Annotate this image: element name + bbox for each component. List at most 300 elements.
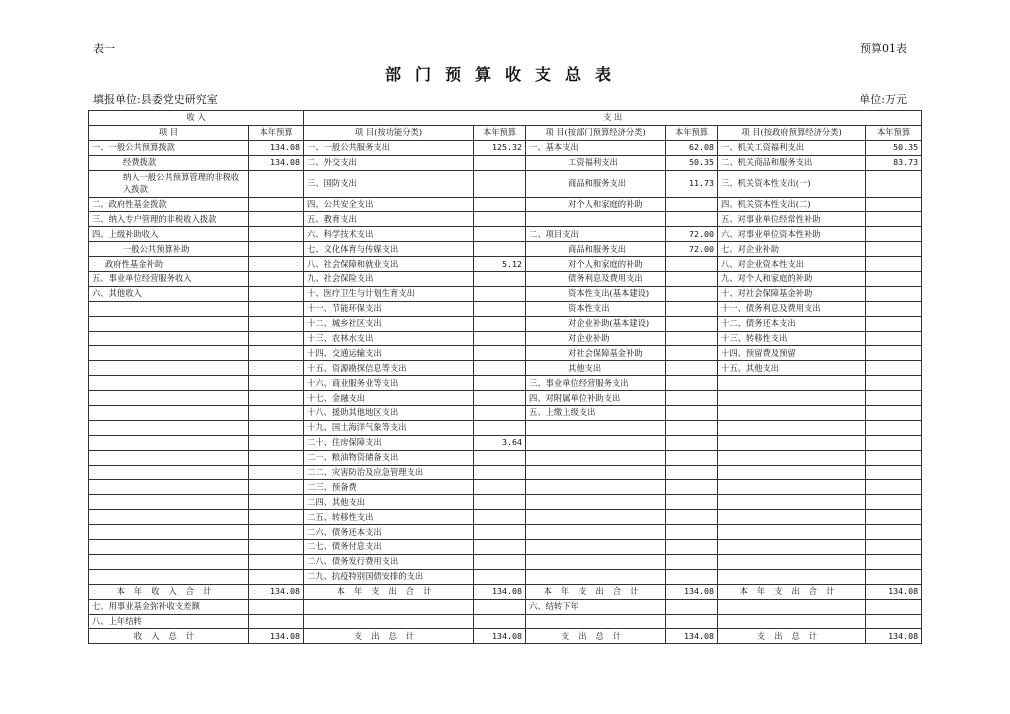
table-cell-item: 资本性支出 bbox=[526, 301, 666, 316]
table-cell-item bbox=[89, 450, 249, 465]
table-cell-amount bbox=[866, 465, 922, 480]
table-cell-item: 十二、城乡社区支出 bbox=[304, 316, 474, 331]
table-cell-item: 十七、金融支出 bbox=[304, 391, 474, 406]
table-row bbox=[89, 376, 922, 391]
table-cell-amount bbox=[474, 170, 526, 197]
table-cell-item bbox=[526, 435, 666, 450]
table-cell-amount bbox=[249, 614, 304, 629]
table-row bbox=[89, 331, 922, 346]
table-cell-item bbox=[718, 435, 866, 450]
table-cell-amount bbox=[666, 420, 718, 435]
table-cell-item bbox=[89, 331, 249, 346]
table-cell-item: 五、上缴上级支出 bbox=[526, 406, 666, 421]
table-cell-item: 二、项目支出 bbox=[526, 227, 666, 242]
table-cell-amount bbox=[474, 227, 526, 242]
table-row bbox=[89, 480, 922, 495]
table-cell-amount bbox=[866, 170, 922, 197]
currency-unit: 单位:万元 bbox=[859, 93, 907, 106]
table-cell-item: 二三、预备费 bbox=[304, 480, 474, 495]
table-cell-item bbox=[718, 450, 866, 465]
table-cell-item: 十四、交通运输支出 bbox=[304, 346, 474, 361]
table-cell-item: 本年收入合计 bbox=[89, 584, 249, 599]
table-cell-item: 一般公共预算补助 bbox=[89, 242, 249, 257]
table-cell-item bbox=[89, 301, 249, 316]
table-cell-item bbox=[526, 614, 666, 629]
col-header-dept-budget: 本年预算 bbox=[666, 125, 718, 140]
table-row bbox=[89, 155, 922, 170]
table-cell-item: 三、机关资本性支出(一) bbox=[718, 170, 866, 197]
table-cell-amount: 11.73 bbox=[666, 170, 718, 197]
table-cell-amount bbox=[474, 155, 526, 170]
table-cell-item: 十一、债务利息及费用支出 bbox=[718, 301, 866, 316]
table-cell-item: 四、上级补助收入 bbox=[89, 227, 249, 242]
table-cell-item bbox=[89, 361, 249, 376]
table-cell-item bbox=[718, 495, 866, 510]
table-cell-amount bbox=[666, 391, 718, 406]
table-cell-amount bbox=[866, 614, 922, 629]
table-cell-amount bbox=[249, 376, 304, 391]
table-cell-item: 十五、资源勘探信息等支出 bbox=[304, 361, 474, 376]
table-cell-amount bbox=[666, 272, 718, 287]
table-cell-amount bbox=[474, 554, 526, 569]
table-cell-amount bbox=[666, 331, 718, 346]
table-cell-item bbox=[89, 510, 249, 525]
table-cell-amount bbox=[866, 525, 922, 540]
table-cell-amount: 62.08 bbox=[666, 140, 718, 155]
table-cell-item bbox=[304, 599, 474, 614]
table-cell-item bbox=[304, 614, 474, 629]
table-cell-amount bbox=[866, 316, 922, 331]
table-cell-amount bbox=[666, 450, 718, 465]
table-cell-amount bbox=[666, 510, 718, 525]
table-cell-amount bbox=[666, 361, 718, 376]
table-cell-item: 四、机关资本性支出(二) bbox=[718, 197, 866, 212]
table-cell-amount bbox=[474, 331, 526, 346]
table-cell-amount bbox=[866, 331, 922, 346]
col-header-gov-budget: 本年预算 bbox=[866, 125, 922, 140]
table-row bbox=[89, 316, 922, 331]
table-cell-amount: 72.00 bbox=[666, 242, 718, 257]
table-row bbox=[89, 212, 922, 227]
table-cell-amount bbox=[666, 614, 718, 629]
table-cell-item: 二九、抗疫特别国债安排的支出 bbox=[304, 569, 474, 584]
table-cell-item: 对企业补助 bbox=[526, 331, 666, 346]
table-cell-amount bbox=[474, 242, 526, 257]
table-cell-item: 十三、转移性支出 bbox=[718, 331, 866, 346]
table-cell-item bbox=[89, 316, 249, 331]
table-row bbox=[89, 406, 922, 421]
table-cell-amount bbox=[249, 420, 304, 435]
table-cell-amount bbox=[249, 227, 304, 242]
table-cell-amount bbox=[249, 510, 304, 525]
table-cell-amount bbox=[866, 406, 922, 421]
table-cell-item: 七、用事业基金弥补收支差额 bbox=[89, 599, 249, 614]
table-row bbox=[89, 170, 922, 197]
table-cell-amount: 134.08 bbox=[666, 584, 718, 599]
table-cell-item: 二、政府性基金拨款 bbox=[89, 197, 249, 212]
table-cell-item bbox=[718, 391, 866, 406]
table-cell-amount bbox=[474, 301, 526, 316]
table-cell-amount bbox=[249, 301, 304, 316]
table-cell-item: 其他支出 bbox=[526, 361, 666, 376]
table-cell-amount bbox=[249, 361, 304, 376]
table-cell-amount bbox=[249, 599, 304, 614]
table-cell-amount bbox=[249, 331, 304, 346]
table-cell-item: 一、一般公共服务支出 bbox=[304, 140, 474, 155]
expense-header: 支 出 bbox=[304, 111, 922, 126]
table-cell-item: 二二、灾害防治及应急管理支出 bbox=[304, 465, 474, 480]
table-cell-item bbox=[718, 465, 866, 480]
table-cell-amount bbox=[249, 435, 304, 450]
table-cell-amount: 72.00 bbox=[666, 227, 718, 242]
table-cell-item bbox=[526, 525, 666, 540]
table-cell-item: 支出总计 bbox=[304, 629, 474, 644]
table-cell-amount bbox=[666, 301, 718, 316]
table-cell-item: 九、社会保险支出 bbox=[304, 272, 474, 287]
table-cell-item bbox=[89, 540, 249, 555]
table-cell-item bbox=[526, 569, 666, 584]
table-cell-item bbox=[89, 569, 249, 584]
table-cell-item: 一、一般公共预算拨款 bbox=[89, 140, 249, 155]
table-row bbox=[89, 584, 922, 599]
table-cell-amount bbox=[474, 495, 526, 510]
table-row bbox=[89, 301, 922, 316]
table-cell-item: 五、事业单位经营服务收入 bbox=[89, 272, 249, 287]
table-cell-item: 六、对事业单位资本性补助 bbox=[718, 227, 866, 242]
table-cell-amount bbox=[249, 391, 304, 406]
table-cell-amount bbox=[474, 569, 526, 584]
table-cell-item bbox=[89, 495, 249, 510]
table-cell-item: 一、基本支出 bbox=[526, 140, 666, 155]
table-cell-amount: 3.64 bbox=[474, 435, 526, 450]
table-row bbox=[89, 525, 922, 540]
col-header-dept: 项 目(按部门预算经济分类) bbox=[526, 125, 666, 140]
table-cell-amount: 83.73 bbox=[866, 155, 922, 170]
table-cell-amount bbox=[866, 346, 922, 361]
table-cell-amount bbox=[249, 465, 304, 480]
table-cell-item: 对企业补助(基本建设) bbox=[526, 316, 666, 331]
table-cell-item: 八、对企业资本性支出 bbox=[718, 257, 866, 272]
table-cell-item: 支出总计 bbox=[718, 629, 866, 644]
table-cell-item: 十八、援助其他地区支出 bbox=[304, 406, 474, 421]
table-cell-item bbox=[89, 435, 249, 450]
table-cell-item bbox=[526, 450, 666, 465]
table-cell-item: 三、纳入专户管理的非税收入拨款 bbox=[89, 212, 249, 227]
table-cell-amount bbox=[249, 316, 304, 331]
table-cell-amount bbox=[866, 227, 922, 242]
table-cell-item bbox=[718, 480, 866, 495]
page-title: 部门预算收支总表 bbox=[384, 65, 625, 84]
table-cell-item: 二六、债务还本支出 bbox=[304, 525, 474, 540]
table-cell-amount bbox=[474, 480, 526, 495]
table-cell-amount bbox=[666, 406, 718, 421]
table-cell-amount bbox=[866, 286, 922, 301]
table-cell-amount bbox=[666, 554, 718, 569]
table-cell-item: 对个人和家庭的补助 bbox=[526, 257, 666, 272]
table-cell-amount: 134.08 bbox=[249, 584, 304, 599]
table-cell-item bbox=[89, 406, 249, 421]
table-cell-amount bbox=[249, 212, 304, 227]
table-cell-amount bbox=[666, 495, 718, 510]
table-cell-item bbox=[526, 495, 666, 510]
table-row bbox=[89, 242, 922, 257]
table-cell-amount bbox=[249, 197, 304, 212]
table-cell-amount: 134.08 bbox=[866, 629, 922, 644]
table-row bbox=[89, 450, 922, 465]
table-cell-amount bbox=[866, 480, 922, 495]
table-cell-amount bbox=[866, 242, 922, 257]
table-row bbox=[89, 346, 922, 361]
table-cell-amount bbox=[866, 361, 922, 376]
col-header-gov: 项 目(按政府预算经济分类) bbox=[718, 125, 866, 140]
table-cell-amount bbox=[666, 480, 718, 495]
table-cell-amount: 5.12 bbox=[474, 257, 526, 272]
table-cell-amount: 134.08 bbox=[249, 629, 304, 644]
table-cell-item bbox=[718, 420, 866, 435]
table-cell-amount bbox=[866, 435, 922, 450]
table-cell-amount bbox=[474, 420, 526, 435]
table-cell-item: 十九、国土海洋气象等支出 bbox=[304, 420, 474, 435]
table-cell-amount bbox=[249, 525, 304, 540]
table-cell-item: 经费拨款 bbox=[89, 155, 249, 170]
reporting-unit: 填报单位:县委党史研究室 bbox=[93, 93, 218, 106]
table-row bbox=[89, 495, 922, 510]
table-cell-amount bbox=[666, 435, 718, 450]
table-cell-item bbox=[89, 376, 249, 391]
table-cell-amount bbox=[666, 286, 718, 301]
table-cell-amount bbox=[866, 450, 922, 465]
table-cell-item: 收入总计 bbox=[89, 629, 249, 644]
table-cell-amount bbox=[249, 242, 304, 257]
table-cell-item: 本年支出合计 bbox=[304, 584, 474, 599]
table-cell-item: 二四、其他支出 bbox=[304, 495, 474, 510]
table-cell-item: 支出总计 bbox=[526, 629, 666, 644]
table-cell-item bbox=[89, 391, 249, 406]
table-cell-amount bbox=[866, 197, 922, 212]
table-cell-amount bbox=[249, 257, 304, 272]
table-cell-amount bbox=[249, 495, 304, 510]
table-cell-amount bbox=[249, 406, 304, 421]
table-cell-amount: 134.08 bbox=[249, 140, 304, 155]
table-cell-item: 三、事业单位经营服务支出 bbox=[526, 376, 666, 391]
table-cell-amount bbox=[666, 346, 718, 361]
table-cell-item bbox=[718, 554, 866, 569]
table-cell-item bbox=[89, 525, 249, 540]
table-cell-item: 一、机关工资福利支出 bbox=[718, 140, 866, 155]
table-cell-item: 十六、商业服务业等支出 bbox=[304, 376, 474, 391]
table-cell-amount bbox=[474, 540, 526, 555]
table-cell-item: 五、对事业单位经常性补助 bbox=[718, 212, 866, 227]
table-cell-amount: 134.08 bbox=[249, 155, 304, 170]
table-row bbox=[89, 272, 922, 287]
table-cell-item: 十、医疗卫生与计划生育支出 bbox=[304, 286, 474, 301]
table-cell-amount bbox=[666, 212, 718, 227]
table-cell-item: 对社会保障基金补助 bbox=[526, 346, 666, 361]
table-cell-item: 政府性基金补助 bbox=[89, 257, 249, 272]
table-cell-item bbox=[718, 569, 866, 584]
table-cell-item: 十三、农林水支出 bbox=[304, 331, 474, 346]
table-cell-amount bbox=[474, 465, 526, 480]
table-cell-amount bbox=[666, 599, 718, 614]
table-row bbox=[89, 599, 922, 614]
income-header: 收 入 bbox=[89, 111, 304, 126]
table-cell-item bbox=[718, 406, 866, 421]
table-row bbox=[89, 510, 922, 525]
table-cell-amount bbox=[474, 599, 526, 614]
table-cell-amount bbox=[474, 286, 526, 301]
table-cell-item bbox=[526, 540, 666, 555]
table-cell-item: 六、其他收入 bbox=[89, 286, 249, 301]
table-cell-item: 本年支出合计 bbox=[526, 584, 666, 599]
table-cell-amount bbox=[666, 257, 718, 272]
table-cell-amount bbox=[866, 376, 922, 391]
table-cell-amount bbox=[866, 599, 922, 614]
table-cell-item bbox=[89, 554, 249, 569]
table-cell-item bbox=[718, 525, 866, 540]
table-cell-amount bbox=[866, 495, 922, 510]
table-cell-amount: 50.35 bbox=[666, 155, 718, 170]
table-cell-amount bbox=[866, 272, 922, 287]
table-cell-amount bbox=[474, 510, 526, 525]
table-cell-amount bbox=[474, 212, 526, 227]
budget-table bbox=[88, 110, 922, 644]
table-cell-amount: 134.08 bbox=[474, 629, 526, 644]
table-cell-item: 三、国防支出 bbox=[304, 170, 474, 197]
table-cell-amount bbox=[474, 391, 526, 406]
table-cell-item: 六、科学技术支出 bbox=[304, 227, 474, 242]
table-cell-item: 十二、债务还本支出 bbox=[718, 316, 866, 331]
table-cell-item: 工资福利支出 bbox=[526, 155, 666, 170]
table-cell-amount: 134.08 bbox=[474, 584, 526, 599]
table-cell-item: 二、外交支出 bbox=[304, 155, 474, 170]
table-row bbox=[89, 227, 922, 242]
table-row bbox=[89, 140, 922, 155]
table-cell-item: 本年支出合计 bbox=[718, 584, 866, 599]
table-cell-amount bbox=[866, 257, 922, 272]
table-cell-amount bbox=[474, 525, 526, 540]
table-cell-amount bbox=[866, 510, 922, 525]
col-header-item: 项 目 bbox=[89, 125, 249, 140]
table-cell-amount bbox=[666, 569, 718, 584]
table-cell-amount bbox=[249, 450, 304, 465]
table-cell-item bbox=[718, 376, 866, 391]
table-cell-item bbox=[89, 465, 249, 480]
table-cell-amount: 125.32 bbox=[474, 140, 526, 155]
table-cell-amount bbox=[866, 420, 922, 435]
table-cell-item: 四、对附属单位补助支出 bbox=[526, 391, 666, 406]
header-row-1 bbox=[89, 111, 922, 126]
table-cell-item: 十四、预留费及预留 bbox=[718, 346, 866, 361]
table-cell-amount bbox=[666, 525, 718, 540]
table-cell-item bbox=[526, 480, 666, 495]
table-cell-item: 二十、住房保障支出 bbox=[304, 435, 474, 450]
table-cell-item bbox=[718, 510, 866, 525]
table-cell-amount bbox=[249, 170, 304, 197]
table-row bbox=[89, 569, 922, 584]
col-header-func-budget: 本年预算 bbox=[474, 125, 526, 140]
table-cell-item bbox=[89, 480, 249, 495]
table-cell-item bbox=[526, 420, 666, 435]
table-cell-amount: 134.08 bbox=[866, 584, 922, 599]
table-cell-amount bbox=[249, 480, 304, 495]
table-cell-item bbox=[718, 599, 866, 614]
table-cell-amount bbox=[666, 316, 718, 331]
table-cell-amount bbox=[249, 569, 304, 584]
table-cell-item: 资本性支出(基本建设) bbox=[526, 286, 666, 301]
table-cell-item: 商品和服务支出 bbox=[526, 242, 666, 257]
table-cell-item: 纳入一般公共预算管理的非税收入拨款 bbox=[89, 170, 249, 197]
table-cell-item: 商品和服务支出 bbox=[526, 170, 666, 197]
table-cell-item: 九、对个人和家庭的补助 bbox=[718, 272, 866, 287]
table-cell-item: 二一、粮油物资储备支出 bbox=[304, 450, 474, 465]
col-header-budget: 本年预算 bbox=[249, 125, 304, 140]
table-cell-amount bbox=[474, 614, 526, 629]
table-cell-amount bbox=[666, 540, 718, 555]
table-cell-item: 八、社会保障和就业支出 bbox=[304, 257, 474, 272]
table-cell-amount bbox=[474, 346, 526, 361]
table-row bbox=[89, 420, 922, 435]
table-cell-item: 七、对企业补助 bbox=[718, 242, 866, 257]
table-cell-item: 十、对社会保障基金补助 bbox=[718, 286, 866, 301]
table-cell-amount bbox=[474, 197, 526, 212]
table-row bbox=[89, 614, 922, 629]
table-row bbox=[89, 391, 922, 406]
table-cell-amount bbox=[474, 272, 526, 287]
table-row bbox=[89, 197, 922, 212]
table-row bbox=[89, 465, 922, 480]
table-cell-item bbox=[526, 510, 666, 525]
table-row bbox=[89, 257, 922, 272]
table-cell-item bbox=[526, 212, 666, 227]
table-row bbox=[89, 286, 922, 301]
table-cell-item bbox=[526, 554, 666, 569]
table-cell-amount bbox=[866, 554, 922, 569]
table-cell-item: 债务利息及费用支出 bbox=[526, 272, 666, 287]
table-cell-item: 二五、转移性支出 bbox=[304, 510, 474, 525]
table-cell-item bbox=[718, 614, 866, 629]
table-row bbox=[89, 554, 922, 569]
table-cell-amount bbox=[249, 286, 304, 301]
col-header-func: 项 目(按功能分类) bbox=[304, 125, 474, 140]
table-row bbox=[89, 435, 922, 450]
table-row bbox=[89, 540, 922, 555]
table-cell-amount bbox=[474, 316, 526, 331]
table-cell-item bbox=[526, 465, 666, 480]
table-cell-amount bbox=[249, 540, 304, 555]
table-cell-item: 十一、节能环保支出 bbox=[304, 301, 474, 316]
table-cell-item bbox=[89, 346, 249, 361]
table-cell-item: 六、结转下年 bbox=[526, 599, 666, 614]
table-cell-amount bbox=[474, 361, 526, 376]
table-cell-item: 二八、债务发行费用支出 bbox=[304, 554, 474, 569]
table-cell-amount bbox=[666, 376, 718, 391]
table-row bbox=[89, 361, 922, 376]
table-cell-amount bbox=[474, 406, 526, 421]
table-cell-amount bbox=[666, 465, 718, 480]
header-row-2 bbox=[89, 125, 922, 140]
table-cell-amount bbox=[866, 540, 922, 555]
table-cell-amount bbox=[249, 272, 304, 287]
table-cell-item bbox=[89, 420, 249, 435]
table-cell-amount bbox=[474, 376, 526, 391]
table-cell-amount bbox=[866, 569, 922, 584]
table-cell-item: 四、公共安全支出 bbox=[304, 197, 474, 212]
table-cell-amount bbox=[474, 450, 526, 465]
table-cell-item: 十五、其他支出 bbox=[718, 361, 866, 376]
table-cell-item: 五、教育支出 bbox=[304, 212, 474, 227]
table-cell-amount bbox=[866, 301, 922, 316]
table-cell-item: 对个人和家庭的补助 bbox=[526, 197, 666, 212]
